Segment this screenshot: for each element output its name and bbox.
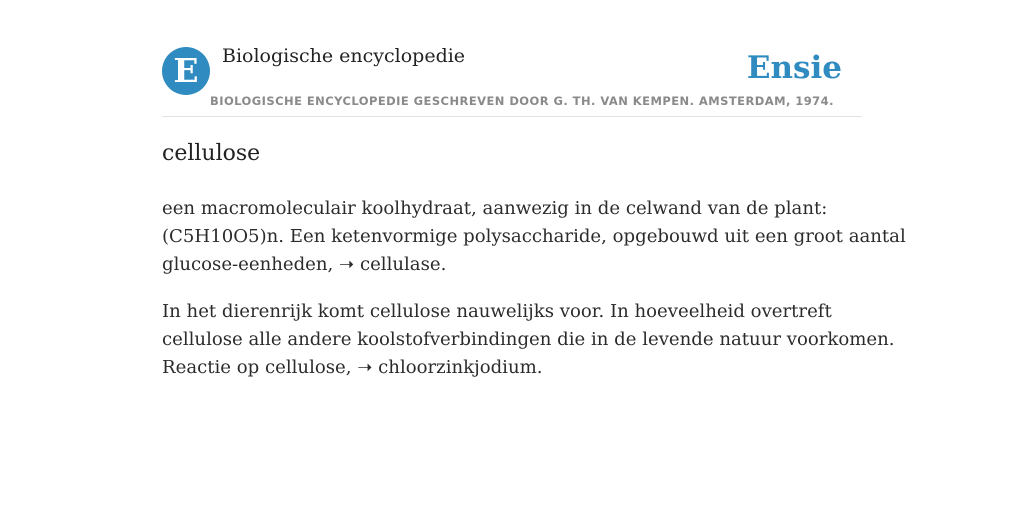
logo-icon[interactable]: E [162, 47, 210, 95]
paragraph-line: cellulose alle andere koolstofverbindingen die in de levende natuur voorkomen. [162, 329, 895, 350]
site-title[interactable]: Biologische encyclopedie [222, 45, 466, 67]
entry-paragraph [162, 195, 906, 279]
brand-logo[interactable]: Ensie [746, 50, 842, 86]
entry-title: cellulose [162, 141, 261, 166]
entry-content [162, 138, 906, 401]
paragraph-line: een macromoleculair koolhydraat, aanwezig in de celwand van de plant: [162, 198, 828, 219]
paragraph-line-with-link[interactable]: glucose-eenheden, ➝ cellulase. [162, 254, 447, 275]
entry-paragraph [162, 298, 895, 382]
paragraph-line: In het dierenrijk komt cellulose nauwelijks voor. In hoeveelheid overtreft [162, 301, 832, 322]
source-subtitle: BIOLOGISCHE ENCYCLOPEDIE GESCHREVEN DOOR G. TH. VAN KEMPEN. AMSTERDAM, 1974. [210, 94, 834, 108]
header [162, 0, 862, 117]
paragraph-line: (C5H10O5)n. Een ketenvormige polysaccharide, opgebouwd uit een groot aantal [162, 226, 906, 247]
paragraph-line-with-link[interactable]: Reactie op cellulose, ➝ chloorzinkjodium. [162, 357, 543, 378]
